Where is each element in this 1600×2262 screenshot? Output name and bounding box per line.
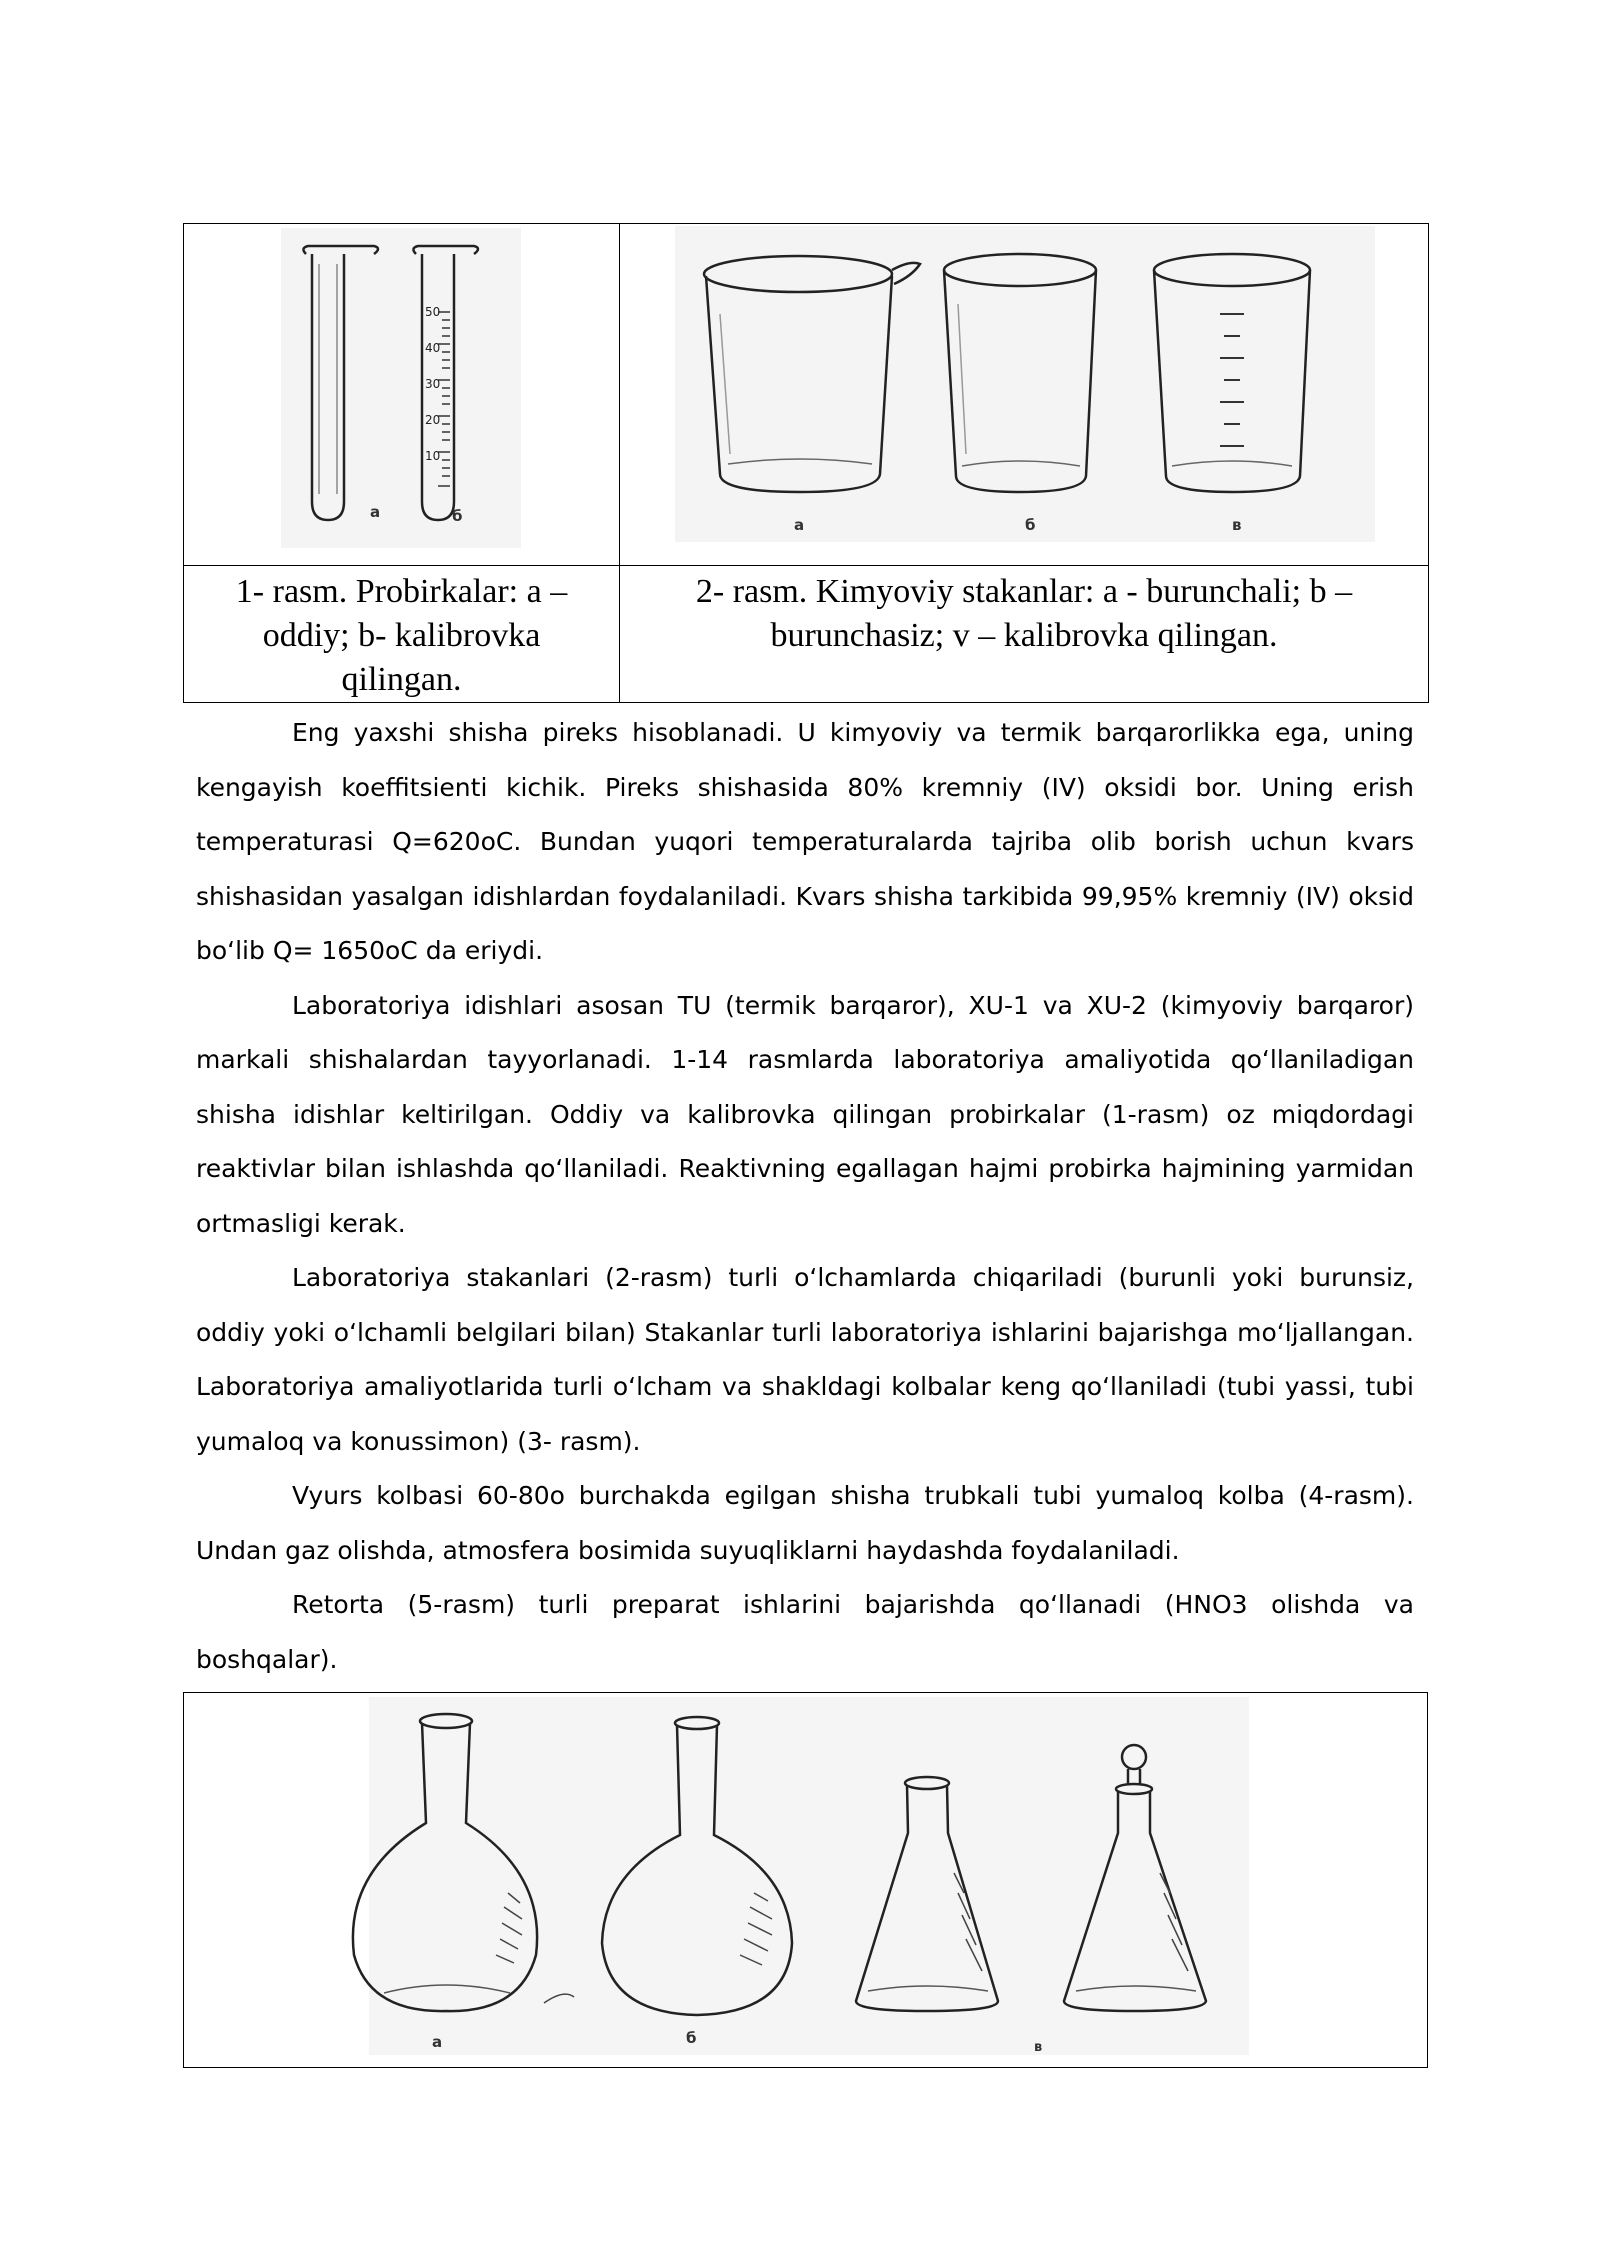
fig1-caption: 1- rasm. Probirkalar: a – oddiy; b- kalibrovka qilingan. — [184, 566, 620, 703]
fig2-image-cell — [620, 224, 1429, 566]
paragraph: Vyurs kolbasi 60-80o burchakda egilgan shisha trubkali tubi yumaloq kolba (4-rasm). Undan gaz olishda, atmosfera bosimida suyuqliklarni haydashda foydalaniladi. — [196, 1481, 1414, 1565]
scale-mark: 20 — [425, 413, 441, 427]
fig3-label-a: а — [432, 2033, 443, 2051]
body-text — [196, 706, 1414, 1687]
scale-mark: 40 — [425, 341, 441, 355]
fig1-label-a: а — [370, 503, 381, 521]
test-tubes-illustration — [184, 224, 620, 560]
paragraph: Laboratoriya idishlari asosan TU (termik barqaror), XU-1 va XU-2 (kimyoviy barqaror) markali shishalardan tayyorlanadi. 1-14 rasmlarda laboratoriya amaliyotida qoʻllaniladigan shisha idishlar keltirilgan. Oddiy va kalibrovka qilingan probirkalar (1-rasm) oz miqdordagi reaktivlar bilan ishlashda qoʻllaniladi. Reaktivning egallagan hajmi probirka hajmining yarmidan ortmasligi kerak. — [196, 990, 1414, 1238]
flasks-figure — [183, 1692, 1428, 2068]
paragraph: Laboratoriya stakanlari (2-rasm) turli oʻlchamlarda chiqariladi (burunli yoki burunsiz, oddiy yoki oʻlchamli belgilari bilan) Stakanlar turli laboratoriya ishlarini bajarishga moʻljallangan. Laboratoriya amaliyotlarida turli oʻlcham va shakldagi kolbalar keng qoʻllaniladi (tubi yassi, tubi yumaloq va konussimon) (3- rasm). — [196, 1263, 1414, 1456]
fig1-image-cell — [184, 224, 620, 566]
fig2-label-a: а — [794, 516, 805, 534]
fig1-label-b: б — [452, 507, 463, 525]
flasks-illustration — [184, 1693, 1426, 2066]
fig2-label-b: б — [1025, 516, 1036, 534]
fig2-label-v: в — [1232, 516, 1242, 534]
fig3-label-b: б — [686, 2029, 697, 2047]
paragraph: Eng yaxshi shisha pireks hisoblanadi. U kimyoviy va termik barqarorlikka ega, uning kengayish koeffitsienti kichik. Pireks shishasida 80% kremniy (IV) oksidi bor. Uning erish temperaturasi Q=620oC. Bundan yuqori temperaturalarda tajriba olib borish uchun kvars shishasidan yasalgan idishlardan foydalaniladi. Kvars shisha tarkibida 99,95% kremniy (IV) oksid boʻlib Q= 1650oC da eriydi. — [196, 718, 1414, 965]
beakers-illustration — [620, 224, 1429, 560]
fig2-caption: 2- rasm. Kimyoviy stakanlar: a - burunchali; b – burunchasiz; v – kalibrovka qilingan. — [620, 566, 1429, 703]
scale-mark: 50 — [425, 305, 441, 319]
scale-mark: 30 — [425, 377, 441, 391]
paragraph: Retorta (5-rasm) turli preparat ishlarini bajarishda qoʻllanadi (HNO3 olishda va boshqalar). — [196, 1590, 1414, 1674]
figure-table — [183, 223, 1429, 703]
fig3-label-v: в — [1034, 2040, 1043, 2055]
scale-mark: 10 — [425, 449, 441, 463]
